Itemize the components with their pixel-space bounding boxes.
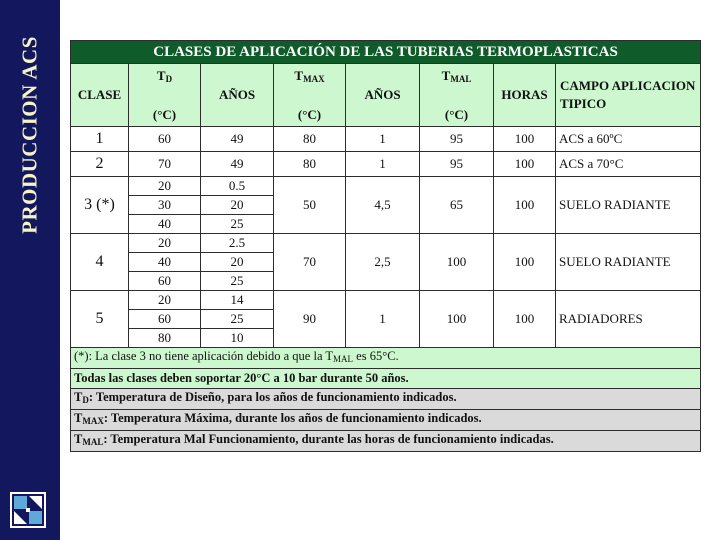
header-td: $T_D$ (°C) [129,64,201,127]
cell-td: 30 [129,196,201,215]
cell-anos2: 4,5 [346,177,420,234]
cell-campo: ACS a 60ºC [556,127,701,152]
cell-tmal: 95 [420,152,494,177]
cell-td: 20 [129,234,201,253]
cell-td: 20 [129,291,201,310]
cell-anos2: 1 [346,152,420,177]
sidebar-title: PRODUCCION ACS [17,36,42,234]
cell-tmax: 90 [274,291,346,348]
cell-tmax: 50 [274,177,346,234]
cell-clase: 4 [71,234,129,291]
cell-td: 20 [129,177,201,196]
cell-anos2: 2,5 [346,234,420,291]
cell-anos: 20 [201,196,274,215]
cell-horas: 100 [494,127,556,152]
table-row [71,234,701,253]
cell-td: 40 [129,253,201,272]
note-all-classes: Todas las clases deben soportar 20°C a 10 bar durante 50 años. [71,369,701,389]
cell-tmax: 80 [274,152,346,177]
logo-icon [10,492,46,528]
header-anos-1: AÑOS [201,64,274,127]
note-class-3: (*): La clase 3 no tiene aplicación debido a que la $T_{MAL}$ es 65°C. [71,348,701,369]
cell-anos: 25 [201,310,274,329]
cell-anos: 49 [201,152,274,177]
cell-horas: 100 [494,234,556,291]
cell-td: 40 [129,215,201,234]
cell-td: 60 [129,127,201,152]
cell-td: 80 [129,329,201,348]
cell-anos: 49 [201,127,274,152]
table-row [71,152,701,177]
note-tmax-definition: $T_{MAX}$: Temperatura Máxima, durante los años de funcionamiento indicados. [71,410,701,431]
header-row [71,64,701,127]
cell-tmal: 100 [420,234,494,291]
cell-anos: 14 [201,291,274,310]
cell-anos2: 1 [346,127,420,152]
cell-tmal: 95 [420,127,494,152]
table-row [71,127,701,152]
cell-td: 60 [129,310,201,329]
header-anos-2: AÑOS [346,64,420,127]
cell-horas: 100 [494,152,556,177]
cell-clase: 1 [71,127,129,152]
cell-campo: RADIADORES [556,291,701,348]
cell-campo: ACS a 70°C [556,152,701,177]
cell-anos: 2.5 [201,234,274,253]
note-td-definition: $T_D$: Temperatura de Diseño, para los años de funcionamiento indicados. [71,389,701,410]
cell-td: 70 [129,152,201,177]
table-title: CLASES DE APLICACIÓN DE LAS TUBERIAS TERMOPLASTICAS [71,41,701,64]
cell-campo: SUELO RADIANTE [556,177,701,234]
cell-campo: SUELO RADIANTE [556,234,701,291]
table-row [71,177,701,196]
cell-clase: 3 (*) [71,177,129,234]
cell-anos: 20 [201,253,274,272]
cell-anos2: 1 [346,291,420,348]
cell-tmal: 100 [420,291,494,348]
header-campo: CAMPO APLICACION TIPICO [556,64,701,127]
cell-tmal: 65 [420,177,494,234]
cell-tmax: 70 [274,234,346,291]
cell-clase: 5 [71,291,129,348]
header-tmal: $T_{MAL}$ (°C) [420,64,494,127]
cell-anos: 0.5 [201,177,274,196]
cell-horas: 100 [494,177,556,234]
header-tmax: $T_{MAX}$ (°C) [274,64,346,127]
header-clase: CLASE [71,64,129,127]
cell-anos: 10 [201,329,274,348]
sidebar [0,0,60,540]
cell-horas: 100 [494,291,556,348]
cell-anos: 25 [201,272,274,291]
classes-table [70,40,701,452]
table-row [71,291,701,310]
cell-clase: 2 [71,152,129,177]
note-tmal-definition: $T_{MAL}$: Temperatura Mal Funcionamiento, durante las horas de funcionamiento indicadas. [71,431,701,452]
header-horas: HORAS [494,64,556,127]
cell-td: 60 [129,272,201,291]
cell-tmax: 80 [274,127,346,152]
cell-anos: 25 [201,215,274,234]
